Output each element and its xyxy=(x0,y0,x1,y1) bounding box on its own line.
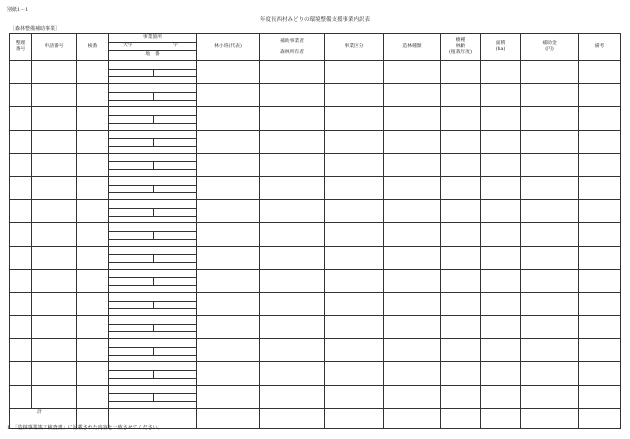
cell-area[interactable] xyxy=(481,269,521,292)
cell-application-no[interactable] xyxy=(32,269,77,292)
table-row xyxy=(10,339,621,362)
cell-seq-no[interactable] xyxy=(10,339,32,362)
cell-planting-type[interactable] xyxy=(384,61,441,84)
cell-subsidy[interactable] xyxy=(521,246,579,269)
cell-application-no[interactable] xyxy=(32,292,77,315)
cell-project-category[interactable] xyxy=(325,61,384,84)
cell-operator-owner[interactable] xyxy=(260,223,325,246)
cell-area[interactable] xyxy=(481,61,521,84)
cell-subsidy[interactable] xyxy=(521,269,579,292)
header-remarks: 備考 xyxy=(579,34,621,61)
table-row xyxy=(10,223,621,246)
cell-species-age[interactable] xyxy=(441,385,481,408)
cell-subsidy[interactable] xyxy=(521,176,579,199)
total-cell[interactable] xyxy=(441,408,481,428)
form-number-label: 別紙1－1 xyxy=(7,7,29,13)
header-area-label: 面積 xyxy=(495,41,506,46)
total-cell[interactable] xyxy=(197,408,260,428)
cell-seq-no[interactable] xyxy=(10,223,32,246)
cell-project-category[interactable] xyxy=(325,153,384,176)
cell-remarks[interactable] xyxy=(579,200,621,223)
cell-application-no[interactable] xyxy=(32,385,77,408)
cell-subsidy[interactable] xyxy=(521,61,579,84)
cell-subsidy[interactable] xyxy=(521,130,579,153)
header-lot-number: 地 番 xyxy=(145,52,160,57)
cell-species-age[interactable] xyxy=(441,269,481,292)
cell-location[interactable] xyxy=(109,130,197,153)
cell-location[interactable] xyxy=(109,176,197,199)
cell-species-age[interactable] xyxy=(441,362,481,385)
cell-operator-owner[interactable] xyxy=(260,153,325,176)
cell-planting-type[interactable] xyxy=(384,339,441,362)
cell-forest-compartment[interactable] xyxy=(197,292,260,315)
cell-location[interactable] xyxy=(109,385,197,408)
cell-remarks[interactable] xyxy=(579,316,621,339)
cell-remarks[interactable] xyxy=(579,130,621,153)
cell-inspection-no[interactable] xyxy=(77,130,109,153)
cell-forest-compartment[interactable] xyxy=(197,130,260,153)
header-oaza: 大字 xyxy=(123,43,133,48)
cell-project-category[interactable] xyxy=(325,339,384,362)
header-species: 樹種 xyxy=(455,38,466,43)
cell-forest-compartment[interactable] xyxy=(197,200,260,223)
cell-location[interactable] xyxy=(109,362,197,385)
cell-project-category[interactable] xyxy=(325,385,384,408)
cell-species-age[interactable] xyxy=(441,84,481,107)
total-cell[interactable] xyxy=(260,408,325,428)
header-area-unit: (ha) xyxy=(495,47,506,52)
cell-project-category[interactable] xyxy=(325,292,384,315)
cell-operator-owner[interactable] xyxy=(260,61,325,84)
cell-seq-no[interactable] xyxy=(10,130,32,153)
cell-area[interactable] xyxy=(481,153,521,176)
cell-planting-type[interactable] xyxy=(384,130,441,153)
header-location xyxy=(109,34,197,61)
total-cell[interactable] xyxy=(384,408,441,428)
cell-forest-compartment[interactable] xyxy=(197,176,260,199)
cell-planting-type[interactable] xyxy=(384,176,441,199)
cell-location[interactable] xyxy=(109,246,197,269)
cell-subsidy[interactable] xyxy=(521,84,579,107)
cell-project-category[interactable] xyxy=(325,84,384,107)
cell-project-category[interactable] xyxy=(325,200,384,223)
cell-operator-owner[interactable] xyxy=(260,292,325,315)
cell-area[interactable] xyxy=(481,339,521,362)
header-project-category: 事業区分 xyxy=(325,34,384,61)
cell-operator-owner[interactable] xyxy=(260,130,325,153)
total-cell[interactable] xyxy=(325,408,384,428)
cell-location[interactable] xyxy=(109,269,197,292)
cell-seq-no[interactable] xyxy=(10,269,32,292)
header-inspection-no: 検番 xyxy=(77,34,109,61)
header-seq-no-line1: 整理 xyxy=(15,41,26,46)
cell-operator-owner[interactable] xyxy=(260,269,325,292)
cell-application-no[interactable] xyxy=(32,107,77,130)
header-aza: 字 xyxy=(173,43,178,48)
cell-remarks[interactable] xyxy=(579,223,621,246)
cell-area[interactable] xyxy=(481,223,521,246)
cell-area[interactable] xyxy=(481,176,521,199)
cell-remarks[interactable] xyxy=(579,269,621,292)
cell-species-age[interactable] xyxy=(441,292,481,315)
cell-application-no[interactable] xyxy=(32,176,77,199)
header-owner: 森林所有者 xyxy=(280,49,304,55)
cell-operator-owner[interactable] xyxy=(260,107,325,130)
cell-inspection-no[interactable] xyxy=(77,61,109,84)
cell-planting-type[interactable] xyxy=(384,223,441,246)
cell-seq-no[interactable] xyxy=(10,200,32,223)
cell-subsidy[interactable] xyxy=(521,153,579,176)
cell-operator-owner[interactable] xyxy=(260,316,325,339)
cell-inspection-no[interactable] xyxy=(77,200,109,223)
cell-subsidy[interactable] xyxy=(521,107,579,130)
table-row xyxy=(10,153,621,176)
cell-subsidy[interactable] xyxy=(521,339,579,362)
cell-inspection-no[interactable] xyxy=(77,269,109,292)
cell-project-category[interactable] xyxy=(325,223,384,246)
table-row xyxy=(10,246,621,269)
cell-location[interactable] xyxy=(109,223,197,246)
cell-remarks[interactable] xyxy=(579,292,621,315)
cell-inspection-no[interactable] xyxy=(77,223,109,246)
cell-planting-type[interactable] xyxy=(384,246,441,269)
cell-project-category[interactable] xyxy=(325,269,384,292)
table-row xyxy=(10,362,621,385)
cell-location[interactable] xyxy=(109,61,197,84)
cell-application-no[interactable] xyxy=(32,130,77,153)
cell-remarks[interactable] xyxy=(579,61,621,84)
cell-forest-compartment[interactable] xyxy=(197,316,260,339)
cell-operator-owner[interactable] xyxy=(260,362,325,385)
table-row xyxy=(10,292,621,315)
cell-application-no[interactable] xyxy=(32,61,77,84)
cell-inspection-no[interactable] xyxy=(77,153,109,176)
table-row xyxy=(10,385,621,408)
cell-remarks[interactable] xyxy=(579,339,621,362)
cell-forest-compartment[interactable] xyxy=(197,61,260,84)
cell-project-category[interactable] xyxy=(325,316,384,339)
header-age: 林齢 xyxy=(455,44,466,49)
cell-remarks[interactable] xyxy=(579,246,621,269)
table-row xyxy=(10,316,621,339)
cell-operator-owner[interactable] xyxy=(260,84,325,107)
cell-location[interactable] xyxy=(109,292,197,315)
cell-application-no[interactable] xyxy=(32,84,77,107)
cell-inspection-no[interactable] xyxy=(77,316,109,339)
header-row xyxy=(10,34,621,61)
cell-forest-compartment[interactable] xyxy=(197,84,260,107)
table-row xyxy=(10,200,621,223)
cell-seq-no[interactable] xyxy=(10,316,32,339)
cell-planting-type[interactable] xyxy=(384,316,441,339)
cell-subsidy[interactable] xyxy=(521,362,579,385)
cell-inspection-no[interactable] xyxy=(77,246,109,269)
cell-operator-owner[interactable] xyxy=(260,385,325,408)
header-forest-compartment: 林小班(代表) xyxy=(197,34,260,61)
cell-project-category[interactable] xyxy=(325,362,384,385)
cell-seq-no[interactable] xyxy=(10,84,32,107)
table-row xyxy=(10,130,621,153)
total-cell[interactable] xyxy=(579,408,621,428)
cell-forest-compartment[interactable] xyxy=(197,153,260,176)
cell-area[interactable] xyxy=(481,200,521,223)
cell-inspection-no[interactable] xyxy=(77,385,109,408)
table-row xyxy=(10,269,621,292)
cell-species-age[interactable] xyxy=(441,223,481,246)
cell-area[interactable] xyxy=(481,316,521,339)
cell-planting-type[interactable] xyxy=(384,107,441,130)
header-seq-no-line2: 番号 xyxy=(15,47,26,52)
cell-planting-type[interactable] xyxy=(384,269,441,292)
cell-area[interactable] xyxy=(481,130,521,153)
cell-seq-no[interactable] xyxy=(10,61,32,84)
cell-location[interactable] xyxy=(109,200,197,223)
cell-planting-type[interactable] xyxy=(384,292,441,315)
header-operator: 補助事業者 xyxy=(280,38,304,44)
cell-subsidy[interactable] xyxy=(521,223,579,246)
cell-application-no[interactable] xyxy=(32,316,77,339)
cell-seq-no[interactable] xyxy=(10,385,32,408)
cell-remarks[interactable] xyxy=(579,176,621,199)
cell-location[interactable] xyxy=(109,153,197,176)
cell-species-age[interactable] xyxy=(441,130,481,153)
cell-project-category[interactable] xyxy=(325,176,384,199)
cell-application-no[interactable] xyxy=(32,362,77,385)
section-label: ［森林整備補助事業］ xyxy=(10,26,61,32)
cell-location[interactable] xyxy=(109,316,197,339)
cell-remarks[interactable] xyxy=(579,107,621,130)
total-cell[interactable] xyxy=(521,408,579,428)
cell-inspection-no[interactable] xyxy=(77,176,109,199)
total-cell[interactable] xyxy=(481,408,521,428)
header-planting-year: (植栽年度) xyxy=(449,50,472,55)
cell-area[interactable] xyxy=(481,292,521,315)
cell-seq-no[interactable] xyxy=(10,176,32,199)
footnote: 1 「造林事業竣工検査書」に記載された内容と一致させてください。 xyxy=(7,425,163,431)
cell-planting-type[interactable] xyxy=(384,84,441,107)
cell-species-age[interactable] xyxy=(441,176,481,199)
cell-seq-no[interactable] xyxy=(10,107,32,130)
table-row xyxy=(10,61,621,84)
cell-project-category[interactable] xyxy=(325,130,384,153)
cell-operator-owner[interactable] xyxy=(260,246,325,269)
header-operator-owner xyxy=(260,34,325,61)
cell-application-no[interactable] xyxy=(32,200,77,223)
cell-subsidy[interactable] xyxy=(521,385,579,408)
cell-planting-type[interactable] xyxy=(384,362,441,385)
cell-species-age[interactable] xyxy=(441,107,481,130)
cell-species-age[interactable] xyxy=(441,339,481,362)
cell-forest-compartment[interactable] xyxy=(197,385,260,408)
cell-planting-type[interactable] xyxy=(384,153,441,176)
cell-subsidy[interactable] xyxy=(521,316,579,339)
cell-application-no[interactable] xyxy=(32,246,77,269)
cell-application-no[interactable] xyxy=(32,339,77,362)
table-row xyxy=(10,107,621,130)
cell-remarks[interactable] xyxy=(579,362,621,385)
table-row xyxy=(10,176,621,199)
cell-inspection-no[interactable] xyxy=(77,362,109,385)
cell-forest-compartment[interactable] xyxy=(197,339,260,362)
header-planting-type: 造林種類 xyxy=(384,34,441,61)
cell-species-age[interactable] xyxy=(441,61,481,84)
breakdown-table xyxy=(9,33,621,429)
cell-species-age[interactable] xyxy=(441,153,481,176)
cell-seq-no[interactable] xyxy=(10,153,32,176)
cell-forest-compartment[interactable] xyxy=(197,269,260,292)
cell-forest-compartment[interactable] xyxy=(197,246,260,269)
cell-location[interactable] xyxy=(109,107,197,130)
header-area xyxy=(481,34,521,61)
cell-inspection-no[interactable] xyxy=(77,107,109,130)
cell-project-category[interactable] xyxy=(325,107,384,130)
cell-application-no[interactable] xyxy=(32,153,77,176)
header-subsidy-label: 補助金 xyxy=(542,41,557,46)
document-title: 年度長西村みどりの環境整備支援事業内訳表 xyxy=(259,17,370,23)
header-species-age xyxy=(441,34,481,61)
header-subsidy xyxy=(521,34,579,61)
cell-seq-no[interactable] xyxy=(10,246,32,269)
cell-area[interactable] xyxy=(481,246,521,269)
cell-area[interactable] xyxy=(481,362,521,385)
cell-subsidy[interactable] xyxy=(521,292,579,315)
cell-planting-type[interactable] xyxy=(384,200,441,223)
cell-seq-no[interactable] xyxy=(10,292,32,315)
cell-location[interactable] xyxy=(109,84,197,107)
total-label: 計 xyxy=(37,409,43,415)
cell-inspection-no[interactable] xyxy=(77,339,109,362)
cell-project-category[interactable] xyxy=(325,246,384,269)
cell-forest-compartment[interactable] xyxy=(197,362,260,385)
cell-species-age[interactable] xyxy=(441,246,481,269)
cell-species-age[interactable] xyxy=(441,200,481,223)
cell-inspection-no[interactable] xyxy=(77,84,109,107)
cell-area[interactable] xyxy=(481,84,521,107)
cell-remarks[interactable] xyxy=(579,153,621,176)
cell-forest-compartment[interactable] xyxy=(197,107,260,130)
header-location-title: 事業箇所 xyxy=(142,35,163,40)
cell-species-age[interactable] xyxy=(441,316,481,339)
cell-application-no[interactable] xyxy=(32,223,77,246)
cell-area[interactable] xyxy=(481,385,521,408)
cell-operator-owner[interactable] xyxy=(260,339,325,362)
cell-inspection-no[interactable] xyxy=(77,292,109,315)
header-application-no: 申請番号 xyxy=(32,34,77,61)
cell-planting-type[interactable] xyxy=(384,385,441,408)
cell-area[interactable] xyxy=(481,107,521,130)
cell-seq-no[interactable] xyxy=(10,362,32,385)
cell-location[interactable] xyxy=(109,339,197,362)
cell-remarks[interactable] xyxy=(579,385,621,408)
cell-operator-owner[interactable] xyxy=(260,200,325,223)
cell-remarks[interactable] xyxy=(579,84,621,107)
header-subsidy-unit: (円) xyxy=(545,47,554,52)
cell-forest-compartment[interactable] xyxy=(197,223,260,246)
cell-operator-owner[interactable] xyxy=(260,176,325,199)
table-row xyxy=(10,84,621,107)
header-seq-no xyxy=(10,34,32,61)
cell-subsidy[interactable] xyxy=(521,200,579,223)
